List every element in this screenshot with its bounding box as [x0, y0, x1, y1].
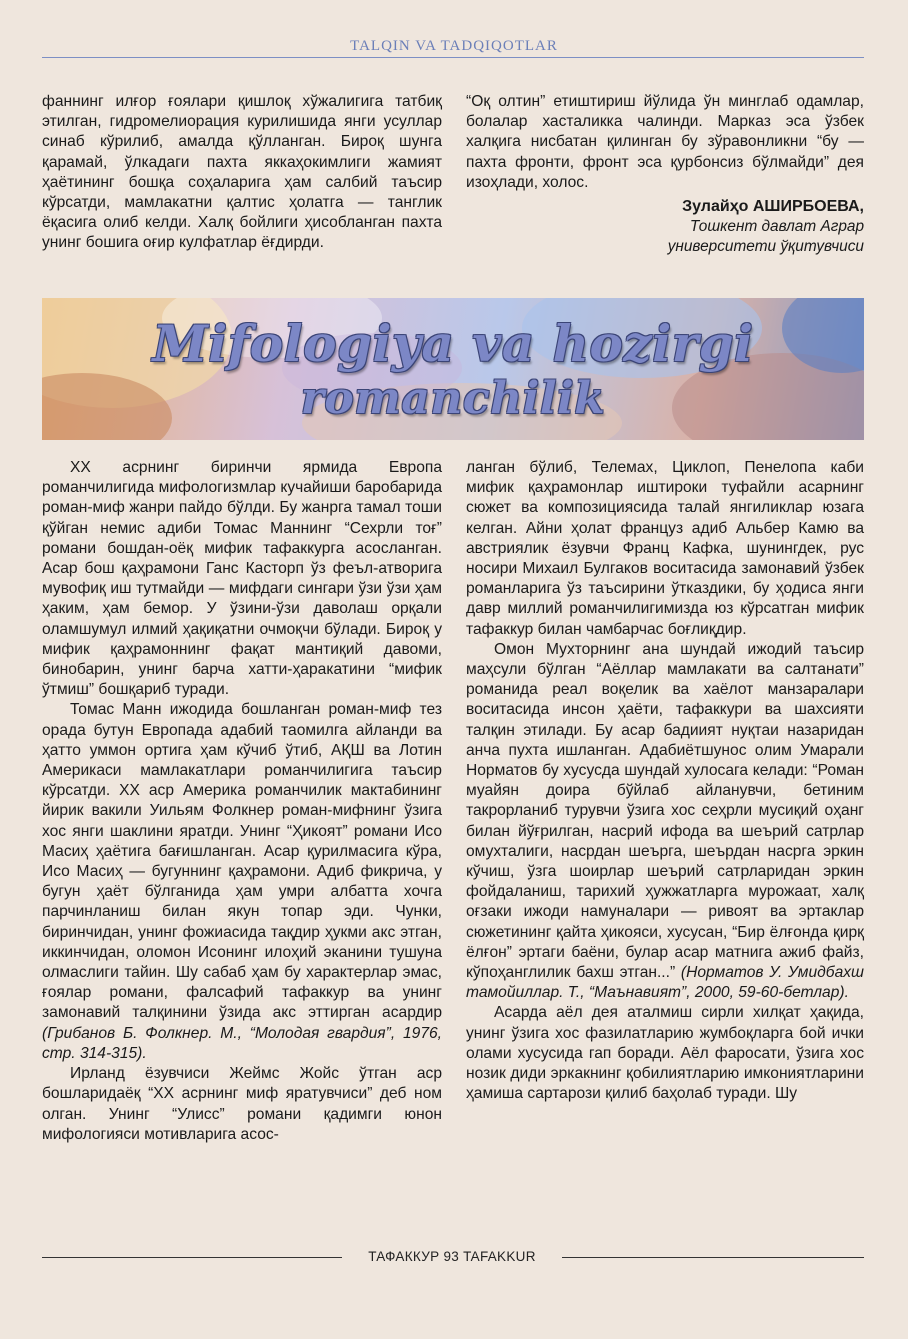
- prev-article-right-text: “Оқ олтин” етиштириш йўлида ўн минглаб одамлар, болалар хасталикка чалинди. Марказ эса ўзбек халқига нисбатан қилинган бу зўравонликни “бу — пахта фронти, фронт эса қурбонсиз бўлмайди” дея изоҳлади, холос.: [466, 93, 864, 191]
- prev-article-author: Зулайҳо АШИРБОЕВА,: [682, 198, 864, 216]
- article-paragraph: [466, 640, 864, 1004]
- running-head: TALQIN VA TADQIQOTLAR: [350, 38, 558, 54]
- article-paragraph: XX асрнинг биринчи ярмида Европа романчилигида мифологизмлар кучайиши баробарида роман-миф жанри пайдо бўлди. Бу жанрга тамал тоши қўйган немис адиби Томас Маннинг “Сехрли тоғ” романи бошдан-оёқ мифик тафаккурга асосланган. Асар бош қаҳрамони Ганс Касторп ўз феъл-атворига мувофиқ иш тутмайди — мифдаги сингари ўзи ўзи ҳам ҳаким, ҳам бемор. У ўзини-ўзи даволаш орқали оламшумул илмий ҳақиқатни очмоқчи бўлади. Бироқ у мифик қаҳрамоннинг фақат мантиқий давоми, бинобарин, унинг барча хатти-ҳаракатини “мифик ўтмиш” бошқариб туради.: [42, 459, 442, 699]
- article-paragraph: Асарда аёл дея аталмиш сирли хилқат ҳақида, унинг ўзига хос фазилатларию жумбоқларга бой ички олами хусусида гап боради. Аёл фаросати, ўзига хос нозик диди эркакнинг қобилиятларию имкониятларини ҳамиша сартарози қилиб баҳолаб туради. Шу: [466, 1004, 864, 1103]
- header-rule: [42, 57, 864, 58]
- article-right-column: [466, 458, 864, 1105]
- paragraph-text: Томас Манн ижодида бошланган роман-миф тез орада бутун Европада адабий таомилга айланди ва ҳатто уммон ортига ҳам кўчиб ўтиб, АҚШ ва Лотин Америкаси мамлакатлари романчилигига таъсир кўрсатди. XX аср Америка романчилик мактабининг йирик вакили Уильям Фолкнер роман-мифнинг ўзига хос янги шаклини яратди. Унинг “Ҳикоят” романи Исо Масиҳ ҳаётига бағишланган. Асар қурилмасига кўра, Исо Масиҳ — бугуннинг қаҳрамони. Адиб фикрича, у бугун ҳаёт бўлганида ҳам умри албатта хочга парчинланиш билан якун топар эди. Чунки, биринчидан, унинг фожиасида тақдир ҳукми акс этган, иккинчидан, оломон Исонинг илоҳий эканини тушуна олмаслиги тайин. Шу сабаб ҳам бу характерлар эмас, ғоялар романи, фалсафий тафаккур ва унинг замонавий талқинини ўзида акс эттирган асардир: [42, 701, 442, 1022]
- prev-article-affiliation-line1: Тошкент давлат Аграр: [689, 218, 864, 236]
- page-footer: ТАФАККУР 93 TAFAKKUR: [368, 1249, 536, 1264]
- prev-article-left-column: [42, 92, 442, 254]
- footer-rule-left: [42, 1257, 342, 1258]
- citation: (Норматов У. Умидбахш тамойиллар. Т., “Маънавият”, 2000, 59-60-бетлар).: [466, 964, 864, 1002]
- paragraph-text: Омон Мухторнинг ана шундай ижодий таъсир маҳсули бўлган “Аёллар мамлакати ва салтанати” романида реал воқелик ва хаёлот манзаралари воситасида инсон ҳаёти, тафаккури ва шахсияти талқин этилади. Бу асар бадиият нуқтаи назаридан анча пухта ишланган. Адабиётшунос олим Умарали Норматов бу хусусда шундай хулосага келади: “Роман муайян доира бўйлаб айланувчи, бетиним такрорланиб турувчи ўзига хос сеҳрли мусиқий оҳанг билан йўғрилган, насрий ифода ва шеърий сатрлар омухталиги, насрдан шеърга, шеърдан насрга эркин кўчиш, ўзга шоирлар шеърий сатрларидан эркин фойдаланиш, тарихий ҳужжатларга мурожаат, халқ оғзаки ижоди намуналари — ривоят ва эртаклар сюжетининг қайта ҳикояси, хусусан, “Бир ёлғонда қирқ ёлғон” эртаги баёни, булар асар матнига ажиб файз, кўпоҳанглилик бахш этган...”: [466, 640, 864, 982]
- article-title-line2: romanchilik: [300, 373, 606, 424]
- prev-article-left-text: фаннинг илғор ғоялари қишлоқ хўжалигига татбиқ этилган, гидромелиорация курилишида янги усуллар синаб кўрилиб, амалда қўлланган. Бироқ шунга қарамай, ўлкадаги пахта яккаҳокимлиги жамият ҳаётининг бошқа соҳаларига ҳам салбий таъсир кўрсатди, мамлакатни қалтис ҳолатга — танглик ёқасига олиб келди. Халқ бойлиги ҳисобланган пахта унинг бошига оғир кулфатлар ёғдирди.: [42, 93, 442, 252]
- article-left-column: [42, 458, 442, 1145]
- article-paragraph: ланган бўлиб, Телемах, Циклоп, Пенелопа каби мифик қаҳрамонлар иштироки туфайли асарнинг сюжет ва композициясида талай янгиликлар юзага келган. Айни ҳолат француз адиб Альбер Камю ва австриялик ёзувчи Франц Кафка, шунингдек, рус носири Михаил Булгаков воситасида замонавий ўзбек романларига ўз таъсирини ўтказдики, бу ҳодиса янги давр миллий романчилигимизда юз кўрсатган мифик тафаккур билан чамбарчас боғлиқдир.: [466, 459, 864, 638]
- footer-rule-right: [562, 1257, 864, 1258]
- citation: (Грибанов Б. Фолкнер. М., “Молодая гвардия”, 1976, стр. 314-315).: [42, 1024, 442, 1062]
- title-banner: [42, 298, 864, 440]
- prev-article-right-column: [466, 92, 864, 257]
- article-paragraph: Ирланд ёзувчиси Жеймс Жойс ўтган аср бошларидаёқ “XX асрнинг миф яратувчиси” деб ном олган. Унинг “Улисс” романи қадимги юнон мифологияси мотивларига асос-: [42, 1065, 442, 1143]
- prev-article-affiliation-line2: университети ўқитувчиси: [667, 238, 864, 256]
- article-paragraph: [42, 700, 442, 1064]
- article-title-line1: Mifologiya va hozirgi: [152, 314, 754, 373]
